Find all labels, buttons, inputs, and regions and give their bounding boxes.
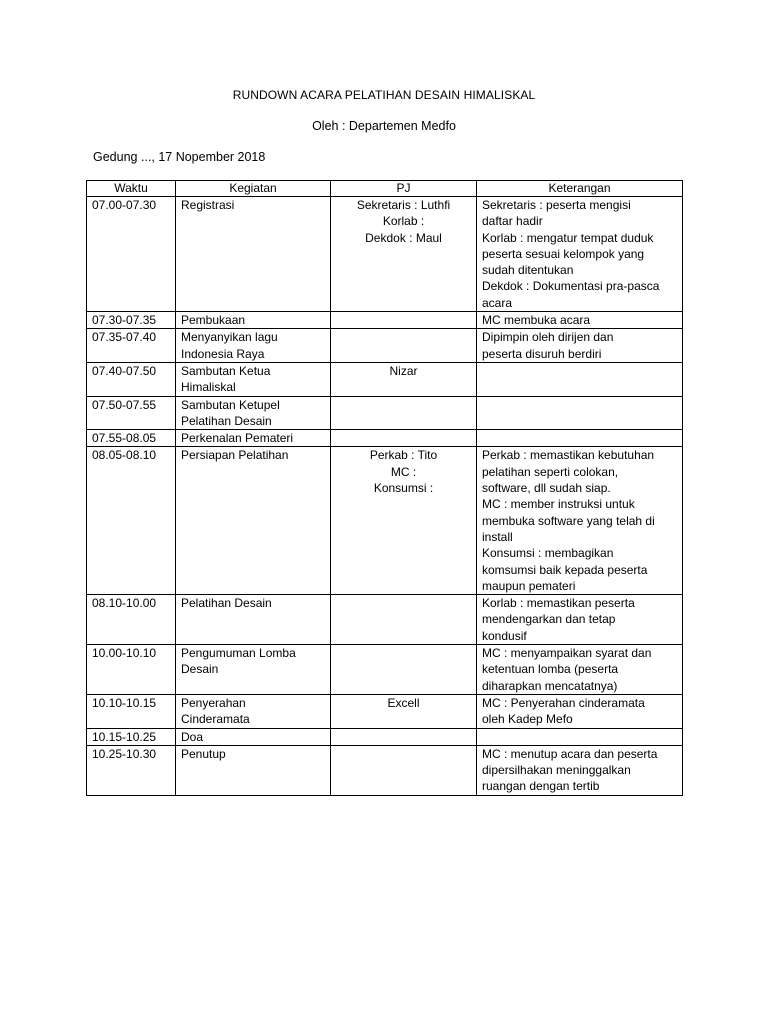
cell-keterangan-line: ruangan dengan tertib xyxy=(482,779,600,794)
document-title: RUNDOWN ACARA PELATIHAN DESAIN HIMALISKAL xyxy=(232,88,536,102)
cell-kegiatan-line: Perkenalan Pemateri xyxy=(181,431,294,446)
cell-keterangan-line: oleh Kadep Mefo xyxy=(482,712,573,727)
cell-pj xyxy=(331,430,477,447)
table-row xyxy=(87,362,683,396)
cell-keterangan xyxy=(477,694,683,728)
cell-kegiatan-line: Sambutan Ketupel xyxy=(181,397,280,412)
cell-keterangan-line: ketentuan lomba (peserta xyxy=(482,662,619,677)
cell-waktu: 08.05-08.10 xyxy=(87,447,176,595)
cell-pj xyxy=(331,728,477,745)
table-row xyxy=(87,694,683,728)
cell-keterangan-line: pelatihan seperti colokan, xyxy=(482,464,619,479)
cell-kegiatan-line: Pembukaan xyxy=(181,313,246,328)
cell-keterangan-line: MC : menutup acara dan peserta xyxy=(482,746,658,761)
cell-kegiatan xyxy=(176,728,331,745)
cell-keterangan xyxy=(477,396,683,430)
cell-pj-line: Konsumsi : xyxy=(373,481,434,496)
table-row xyxy=(87,312,683,329)
cell-keterangan xyxy=(477,312,683,329)
cell-pj xyxy=(331,396,477,430)
cell-keterangan-line: Perkab : memastikan kebutuhan xyxy=(482,448,655,463)
cell-kegiatan-line: Pengumuman Lomba xyxy=(181,646,296,661)
cell-kegiatan-line: Persiapan Pelatihan xyxy=(181,448,289,463)
cell-keterangan-line: daftar hadir xyxy=(482,214,543,229)
cell-keterangan xyxy=(477,329,683,363)
cell-kegiatan xyxy=(176,645,331,695)
cell-keterangan-line: acara xyxy=(482,295,513,310)
table-row xyxy=(87,645,683,695)
cell-kegiatan-line: Himaliskal xyxy=(181,380,236,395)
cell-kegiatan xyxy=(176,197,331,312)
cell-kegiatan xyxy=(176,362,331,396)
cell-kegiatan xyxy=(176,694,331,728)
cell-pj-line: Sekretaris : Luthfi xyxy=(356,198,451,212)
rundown-table xyxy=(86,180,683,796)
cell-pj xyxy=(331,745,477,795)
cell-waktu: 07.40-07.50 xyxy=(87,362,176,396)
cell-keterangan-line: MC : Penyerahan cinderamata xyxy=(482,695,645,710)
cell-pj-line: Dekdok : Maul xyxy=(365,230,442,245)
cell-keterangan-line: membuka software yang telah di xyxy=(482,513,655,528)
cell-pj xyxy=(331,329,477,363)
table-row xyxy=(87,745,683,795)
cell-pj xyxy=(331,645,477,695)
cell-kegiatan-line: Pelatihan Desain xyxy=(181,413,272,428)
cell-kegiatan xyxy=(176,329,331,363)
cell-keterangan-line: mendengarkan dan tetap xyxy=(482,612,616,627)
cell-keterangan-line: Sekretaris : peserta mengisi xyxy=(482,198,631,212)
cell-kegiatan-line: Doa xyxy=(181,729,204,744)
cell-keterangan-line: Konsumsi : membagikan xyxy=(482,546,614,561)
table-row xyxy=(87,447,683,595)
cell-keterangan-line: sudah ditentukan xyxy=(482,263,574,278)
cell-keterangan-line: Dipimpin oleh dirijen dan xyxy=(482,330,614,345)
cell-pj-line: Korlab : xyxy=(382,214,425,229)
cell-kegiatan-line: Cinderamata xyxy=(181,712,250,727)
cell-keterangan-line: install xyxy=(482,529,513,544)
cell-pj-line: Nizar xyxy=(389,363,418,378)
cell-kegiatan xyxy=(176,447,331,595)
cell-kegiatan xyxy=(176,745,331,795)
cell-waktu: 10.00-10.10 xyxy=(87,645,176,695)
table-row xyxy=(87,595,683,645)
cell-keterangan-line: MC membuka acara xyxy=(482,313,591,328)
table-row xyxy=(87,396,683,430)
cell-keterangan-line: MC : menyampaikan syarat dan xyxy=(482,646,652,661)
cell-keterangan xyxy=(477,362,683,396)
cell-keterangan xyxy=(477,595,683,645)
cell-waktu: 10.15-10.25 xyxy=(87,728,176,745)
cell-keterangan-line: dipersilhakan meninggalkan xyxy=(482,763,631,778)
cell-waktu: 10.10-10.15 xyxy=(87,694,176,728)
cell-keterangan-line: maupun pemateri xyxy=(482,578,576,593)
cell-keterangan-line: peserta disuruh berdiri xyxy=(482,346,602,361)
cell-keterangan-line: MC : member instruksi untuk xyxy=(482,497,635,512)
cell-keterangan-line: Korlab : memastikan peserta xyxy=(482,596,635,611)
cell-keterangan-line: peserta sesuai kelompok yang xyxy=(482,246,645,261)
cell-keterangan xyxy=(477,745,683,795)
cell-pj-line: Excell xyxy=(387,695,420,710)
cell-keterangan-line: komsumsi baik kepada peserta xyxy=(482,562,648,577)
cell-kegiatan-line: Penutup xyxy=(181,746,226,761)
cell-waktu: 07.55-08.05 xyxy=(87,430,176,447)
cell-waktu: 07.35-07.40 xyxy=(87,329,176,363)
cell-pj xyxy=(331,312,477,329)
cell-kegiatan-line: Indonesia Raya xyxy=(181,346,265,361)
event-location-date: Gedung ..., 17 Nopember 2018 xyxy=(93,150,266,164)
cell-keterangan-line: Korlab : mengatur tempat duduk xyxy=(482,230,654,245)
table-row xyxy=(87,197,683,312)
cell-kegiatan-line: Penyerahan xyxy=(181,695,246,710)
table-row xyxy=(87,430,683,447)
cell-kegiatan-line: Sambutan Ketua xyxy=(181,363,271,378)
cell-pj xyxy=(331,595,477,645)
cell-pj xyxy=(331,362,477,396)
table-header-row xyxy=(87,181,683,197)
header-pj: PJ xyxy=(331,181,477,197)
cell-kegiatan-line: Desain xyxy=(181,662,219,677)
cell-pj xyxy=(331,197,477,312)
cell-pj xyxy=(331,447,477,595)
cell-keterangan-line: software, dll sudah siap. xyxy=(482,481,611,496)
cell-pj xyxy=(331,694,477,728)
cell-waktu: 07.50-07.55 xyxy=(87,396,176,430)
header-waktu: Waktu xyxy=(87,181,176,197)
cell-kegiatan xyxy=(176,595,331,645)
cell-keterangan xyxy=(477,197,683,312)
cell-kegiatan-line: Pelatihan Desain xyxy=(181,596,272,611)
cell-keterangan-line: kondusif xyxy=(482,628,527,643)
cell-waktu: 07.30-07.35 xyxy=(87,312,176,329)
document-subtitle: Oleh : Departemen Medfo xyxy=(312,119,456,133)
header-kegiatan: Kegiatan xyxy=(176,181,331,197)
cell-kegiatan-line: Registrasi xyxy=(181,198,235,212)
cell-waktu: 10.25-10.30 xyxy=(87,745,176,795)
cell-waktu: 08.10-10.00 xyxy=(87,595,176,645)
cell-keterangan xyxy=(477,645,683,695)
cell-keterangan xyxy=(477,447,683,595)
cell-kegiatan xyxy=(176,396,331,430)
cell-kegiatan xyxy=(176,312,331,329)
cell-pj-line: Perkab : Tito xyxy=(369,448,438,463)
cell-keterangan xyxy=(477,430,683,447)
table-body xyxy=(87,197,683,796)
cell-kegiatan-line: Menyanyikan lagu xyxy=(181,330,278,345)
cell-keterangan-line: Dekdok : Dokumentasi pra-pasca xyxy=(482,279,660,294)
cell-pj-line: MC : xyxy=(390,464,417,479)
cell-keterangan-line: diharapkan mencatatnya) xyxy=(482,678,618,693)
cell-keterangan xyxy=(477,728,683,745)
cell-kegiatan xyxy=(176,430,331,447)
header-keterangan: Keterangan xyxy=(477,181,683,197)
table-row xyxy=(87,728,683,745)
table-row xyxy=(87,329,683,363)
cell-waktu: 07.00-07.30 xyxy=(87,197,176,312)
